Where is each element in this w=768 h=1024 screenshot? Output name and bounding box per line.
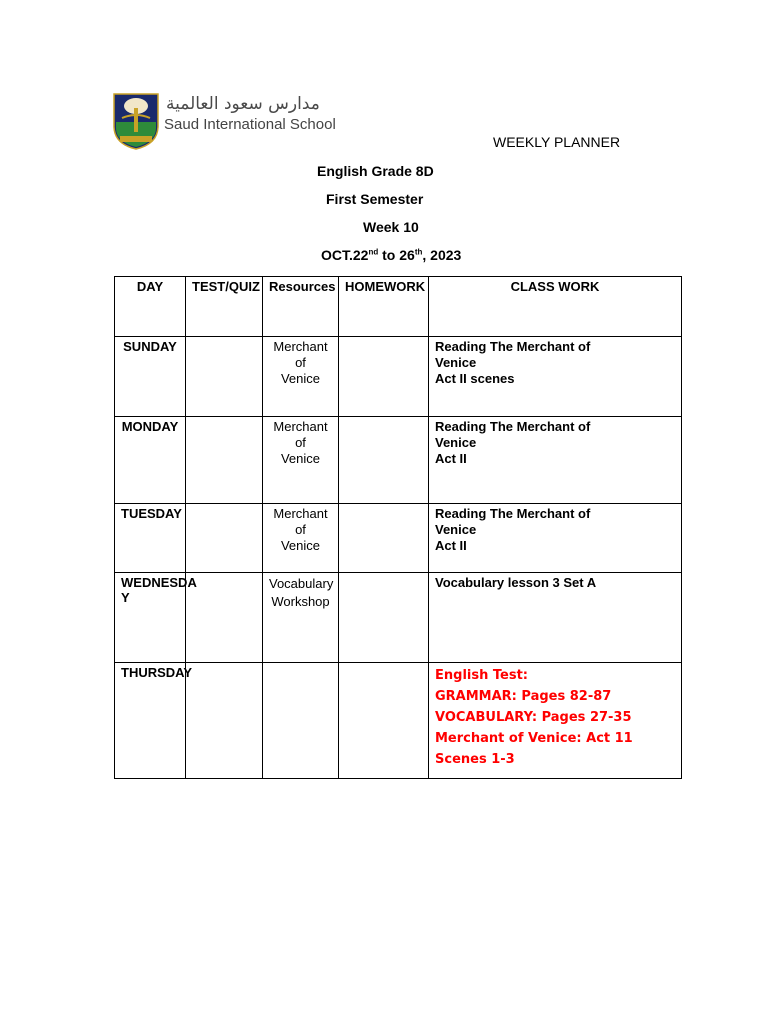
day-cell: MONDAY	[115, 417, 186, 504]
homework-cell	[339, 663, 429, 779]
table-row	[115, 573, 682, 663]
school-name-arabic: مدارس سعود العالمية	[166, 94, 320, 114]
table-row	[115, 504, 682, 573]
school-name-english: Saud International School	[164, 116, 336, 133]
day-cell: TUESDAY	[115, 504, 186, 573]
classwork-cell: Reading The Merchant of Venice Act II	[429, 504, 682, 573]
homework-cell	[339, 417, 429, 504]
column-header-classwork: CLASS WORK	[429, 277, 682, 337]
weekly-planner-table	[114, 276, 682, 779]
homework-cell	[339, 504, 429, 573]
classwork-cell: Vocabulary lesson 3 Set A	[429, 573, 682, 663]
school-logo	[112, 92, 336, 152]
course-title: English Grade 8D	[317, 163, 434, 179]
column-header-day: DAY	[115, 277, 186, 337]
day-cell: SUNDAY	[115, 337, 186, 417]
test-cell	[186, 573, 263, 663]
date-range: OCT.22nd to 26th, 2023	[321, 247, 462, 263]
day-cell: THURSDAY	[115, 663, 186, 779]
homework-cell	[339, 573, 429, 663]
resources-cell: Vocabulary Workshop	[263, 573, 339, 663]
resources-cell: Merchant of Venice	[263, 504, 339, 573]
table-row	[115, 417, 682, 504]
test-cell	[186, 417, 263, 504]
resources-cell: Merchant of Venice	[263, 337, 339, 417]
test-cell	[186, 504, 263, 573]
planner-label: WEEKLY PLANNER	[493, 134, 621, 150]
day-cell: WEDNESDA Y	[115, 573, 186, 663]
week-title: Week 10	[363, 219, 419, 235]
classwork-cell: Reading The Merchant of Venice Act II	[429, 417, 682, 504]
classwork-cell-test-notice: English Test: GRAMMAR: Pages 82-87 VOCABULARY: Pages 27-35 Merchant of Venice: Act 11 Scenes 1-3	[429, 663, 682, 779]
homework-cell	[339, 337, 429, 417]
test-cell	[186, 663, 263, 779]
column-header-homework: HOMEWORK	[339, 277, 429, 337]
table-row	[115, 337, 682, 417]
test-cell	[186, 337, 263, 417]
classwork-cell: Reading The Merchant of Venice Act II scenes	[429, 337, 682, 417]
table-header-row	[115, 277, 682, 337]
column-header-test: TEST/QUIZ	[186, 277, 263, 337]
resources-cell: Merchant of Venice	[263, 417, 339, 504]
resources-cell	[263, 663, 339, 779]
column-header-resources: Resources	[263, 277, 339, 337]
semester-title: First Semester	[326, 191, 424, 207]
school-crest-icon	[112, 92, 160, 150]
table-row	[115, 663, 682, 779]
